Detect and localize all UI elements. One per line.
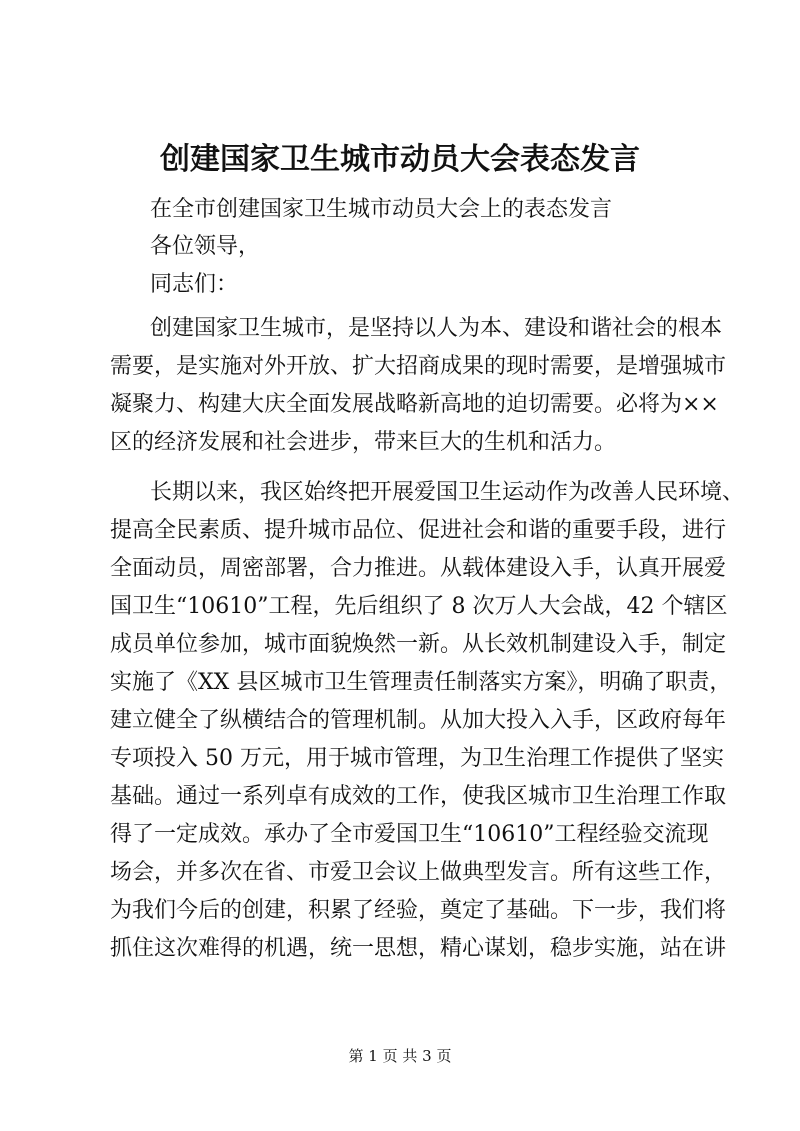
paragraph-1-line: 凝聚力、构建大庆全面发展战略新高地的迫切需要。必将为×× [110,392,719,417]
paragraph-2-line: 得了一定成效。承办了全市爱国卫生“10610”工程经验交流现 [110,822,709,847]
paragraph-2-line: 国卫生“10610”工程，先后组织了 8 次万人大会战，42 个辖区 [110,594,728,619]
paragraph-2-line: 实施了《XX 县区城市卫生管理责任制落实方案》，明确了职责， [110,670,732,695]
paragraph-2-line: 为我们今后的创建，积累了经验，奠定了基础。下一步，我们将 [110,898,727,923]
paragraph-2-line: 基础。通过一系列卓有成效的工作，使我区城市卫生治理工作取 [110,784,727,809]
salutation-comrades: 同志们： [150,272,239,297]
document-title: 创建国家卫生城市动员大会表态发言 [160,142,640,177]
paragraph-1-line: 需要，是实施对外开放、扩大招商成果的现时需要，是增强城市 [110,354,727,379]
paragraph-2-line: 提高全民素质、提升城市品位、促进社会和谐的重要手段，进行 [110,518,727,543]
document-subtitle: 在全市创建国家卫生城市动员大会上的表态发言 [150,197,613,222]
paragraph-2-line: 长期以来，我区始终把开展爱国卫生运动作为改善人民环境、 [150,480,745,505]
paragraph-2-line: 抓住这次难得的机遇，统一思想，精心谋划，稳步实施，站在讲 [110,936,727,961]
paragraph-2-line: 建立健全了纵横结合的管理机制。从加大投入入手，区政府每年 [110,708,727,733]
paragraph-1-line: 创建国家卫生城市，是坚持以人为本、建设和谐社会的根本 [150,316,723,341]
paragraph-1-line: 区的经济发展和社会进步，带来巨大的生机和活力。 [110,430,617,455]
paragraph-2-line: 专项投入 50 万元，用于城市管理，为卫生治理工作提供了坚实 [110,746,724,771]
page-footer: 第 1 页 共 3 页 [348,1047,452,1065]
salutation-leaders: 各位领导， [150,234,261,259]
paragraph-2-line: 场会，并多次在省、市爱卫会议上做典型发言。所有这些工作， [110,860,727,885]
paragraph-2-line: 成员单位参加，城市面貌焕然一新。从长效机制建设入手，制定 [110,632,727,657]
paragraph-2-line: 全面动员，周密部署，合力推进。从载体建设入手，认真开展爱 [110,556,727,581]
